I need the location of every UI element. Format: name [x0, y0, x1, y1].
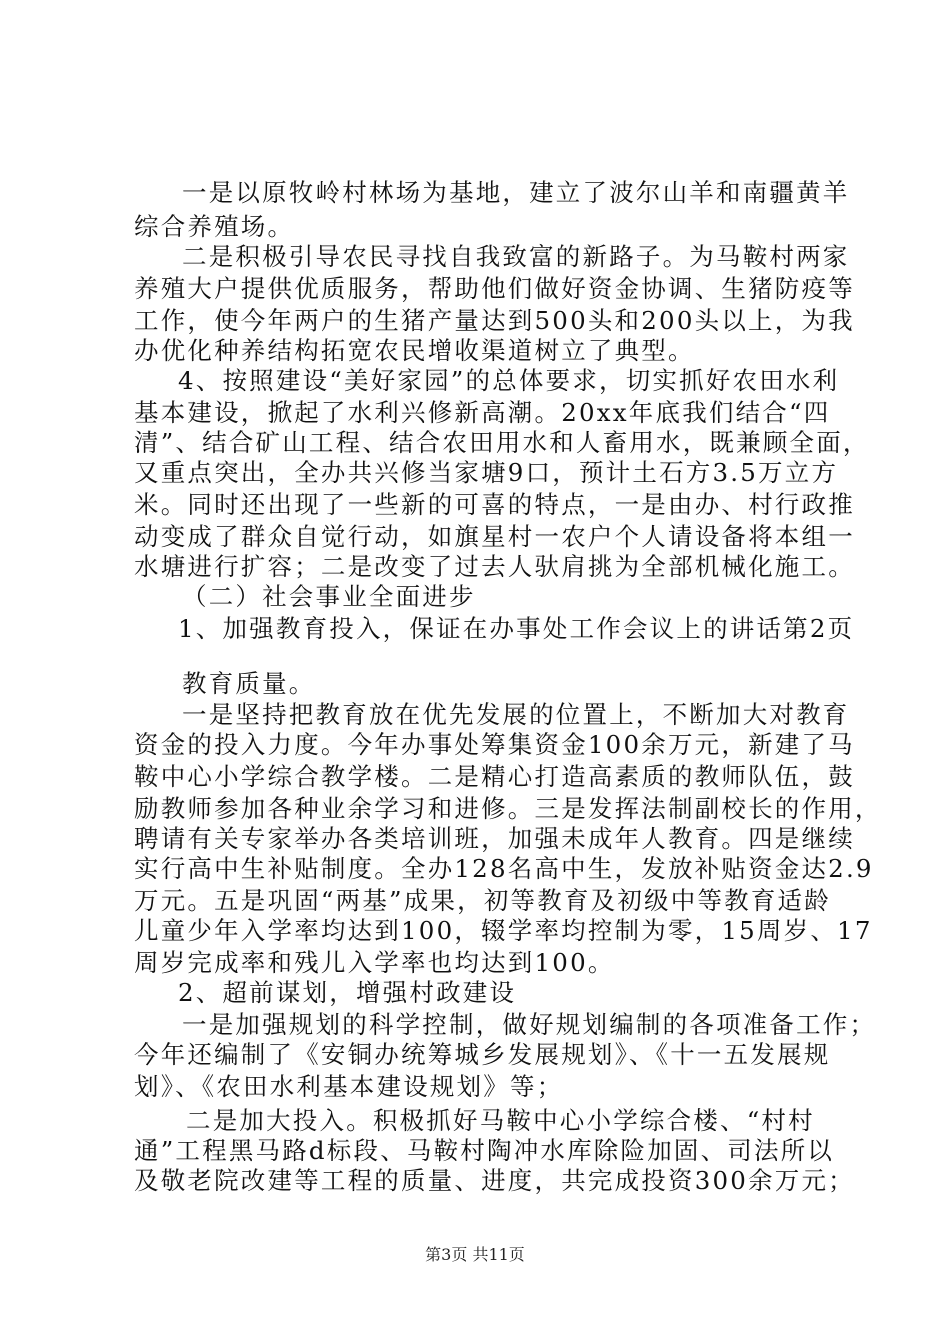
text-line: 综合养殖场。: [134, 212, 295, 241]
text-line: 今年还编制了《安铜办统筹城乡发展规划》、《十一五发展规: [134, 1040, 831, 1069]
text-line: 儿童少年入学率均达到100，辍学率均控制为零，15周岁、17: [134, 916, 873, 945]
text-line: 米。同时还出现了一些新的可喜的特点，一是由办、村行政推: [134, 490, 855, 519]
text-line: 及敬老院改建等工程的质量、进度，共完成投资300余万元；: [134, 1166, 855, 1195]
text-line: 二是积极引导农民寻找自我致富的新路子。为马鞍村两家: [182, 242, 850, 271]
section-heading: （二）社会事业全面进步: [182, 582, 476, 611]
text-line: 划》、《农田水利基本建设规划》等；: [134, 1072, 564, 1101]
text-line: 养殖大户提供优质服务，帮助他们做好资金协调、生猪防疫等: [134, 274, 855, 303]
text-line: 水塘进行扩容；二是改变了过去人驮肩挑为全部机械化施工。: [134, 552, 855, 581]
text-line: 一是加强规划的科学控制，做好规划编制的各项准备工作；: [182, 1010, 877, 1039]
text-line: 基本建设，掀起了水利兴修新高潮。20xx年底我们结合“四: [134, 398, 831, 427]
text-line: 一是以原牧岭村林场为基地，建立了波尔山羊和南疆黄羊: [182, 178, 850, 207]
page-number: 第3页 共11页: [425, 1245, 525, 1264]
text-line: 2、超前谋划，增强村政建设: [178, 978, 517, 1007]
text-line: 实行高中生补贴制度。全办128名高中生，发放补贴资金达2.9: [134, 854, 874, 883]
text-line: 聘请有关专家举办各类培训班，加强未成年人教育。四是继续: [134, 824, 855, 853]
text-line: 1、加强教育投入，保证在办事处工作会议上的讲话第2页: [178, 614, 855, 643]
text-line: 通”工程黑马路d标段、马鞍村陶冲水库除险加固、司法所以: [134, 1136, 835, 1165]
text-line: 二是加大投入。积极抓好马鞍中心小学综合楼、“村村: [186, 1106, 815, 1135]
text-line: 励教师参加各种业余学习和进修。三是发挥法制副校长的作用，: [134, 794, 882, 823]
text-line: 动变成了群众自觉行动，如旗星村一农户个人请设备将本组一: [134, 522, 855, 551]
text-line: 鞍中心小学综合教学楼。二是精心打造高素质的教师队伍，鼓: [134, 762, 855, 791]
text-line: 周岁完成率和残儿入学率也均达到100。: [134, 948, 615, 977]
text-line: 一是坚持把教育放在优先发展的位置上，不断加大对教育: [182, 700, 850, 729]
text-line: 4、按照建设“美好家园”的总体要求，切实抓好农田水利: [178, 366, 840, 395]
text-line: 万元。五是巩固“两基”成果，初等教育及初级中等教育适龄: [134, 886, 831, 915]
text-line: 工作，使今年两户的生猪产量达到500头和200头以上，为我: [134, 306, 855, 335]
text-line: 教育质量。: [182, 669, 316, 698]
text-line: 办优化种养结构拓宽农民增收渠道树立了典型。: [134, 336, 695, 365]
text-line: 资金的投入力度。今年办事处筹集资金100余万元，新建了马: [134, 730, 855, 759]
text-line: 又重点突出，全办共兴修当家塘9口，预计土石方3.5万立方: [134, 458, 839, 487]
text-line: 清”、结合矿山工程、结合农田用水和人畜用水，既兼顾全面，: [134, 428, 870, 457]
